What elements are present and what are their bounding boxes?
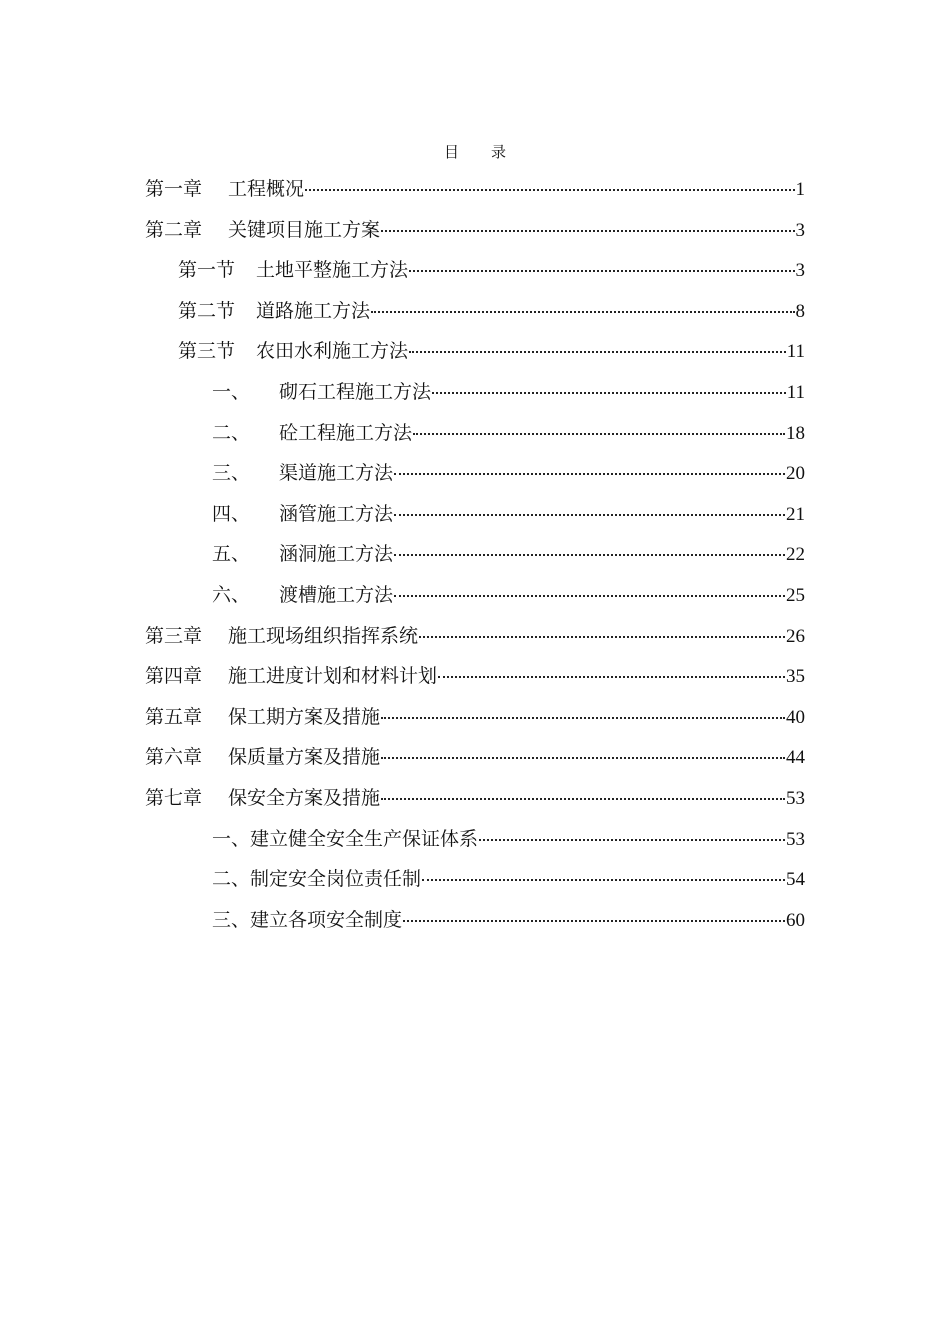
toc-entry-label: 第七章	[145, 786, 203, 809]
toc-entry-text: 制定安全岗位责任制	[250, 868, 422, 891]
toc-entry[interactable]	[145, 702, 805, 743]
toc-entry-label: 四、	[212, 502, 251, 525]
toc-entry-page-number: 35	[786, 666, 805, 688]
toc-entry-label: 第三节	[178, 340, 236, 363]
toc-dot-leader	[371, 311, 794, 313]
toc-entry-page-number: 3	[795, 219, 805, 241]
toc-entry-label: 第三章	[145, 624, 203, 647]
toc-entry-label: 第一章	[145, 178, 203, 200]
toc-entry[interactable]	[145, 824, 805, 865]
toc-entry[interactable]	[145, 255, 805, 296]
toc-entry-page-number: 8	[795, 300, 805, 322]
toc-entry[interactable]	[145, 174, 805, 215]
toc-dot-leader	[381, 757, 785, 759]
toc-entry-page-number: 20	[786, 463, 805, 485]
toc-entry[interactable]	[145, 864, 805, 905]
toc-entry-page-number: 53	[786, 787, 805, 809]
toc-entry[interactable]	[145, 621, 805, 662]
toc-entry-text: 道路施工方法	[256, 299, 371, 322]
toc-entry-page-number: 18	[786, 422, 805, 444]
toc-entry-page-number: 22	[786, 544, 805, 566]
toc-entry-text: 保质量方案及措施	[228, 746, 381, 769]
toc-entry-text: 涵洞施工方法	[279, 543, 394, 566]
toc-entry[interactable]	[145, 215, 805, 256]
toc-entry-page-number: 3	[795, 260, 805, 282]
toc-entry-text: 建立各项安全制度	[250, 908, 403, 931]
toc-entry-text: 砼工程施工方法	[279, 421, 413, 444]
toc-entry-text: 施工进度计划和材料计划	[228, 665, 438, 688]
toc-dot-leader	[479, 839, 785, 841]
toc-dot-leader	[432, 392, 786, 394]
toc-entry-text: 砌石工程施工方法	[279, 380, 432, 403]
toc-entry-text: 农田水利施工方法	[256, 340, 409, 363]
toc-dot-leader	[394, 514, 785, 516]
toc-dot-leader	[394, 473, 785, 475]
toc-dot-leader	[438, 676, 785, 678]
toc-entry-page-number: 1	[795, 179, 805, 200]
toc-entry-label: 一、	[212, 380, 251, 403]
toc-entry[interactable]	[145, 418, 805, 459]
toc-entry-label: 五、	[212, 543, 251, 566]
toc-entry-text: 施工现场组织指挥系统	[228, 624, 419, 647]
toc-dot-leader	[305, 189, 794, 191]
toc-entry-label: 二、	[212, 421, 251, 444]
toc-entry-page-number: 60	[786, 909, 805, 931]
toc-entry[interactable]	[145, 458, 805, 499]
toc-entry-page-number: 25	[786, 584, 805, 606]
toc-entry-label: 三、	[212, 462, 251, 485]
toc-entry[interactable]	[145, 783, 805, 824]
toc-entry-page-number: 21	[786, 503, 805, 525]
toc-dot-leader	[381, 717, 785, 719]
toc-entry-text: 工程概况	[228, 178, 305, 200]
toc-entry-text: 保安全方案及措施	[228, 786, 381, 809]
toc-entry-page-number: 11	[786, 381, 805, 403]
toc-dot-leader	[381, 230, 794, 232]
toc-entry-text: 渠道施工方法	[279, 462, 394, 485]
toc-title: 目录	[443, 143, 538, 161]
toc-entry[interactable]	[145, 336, 805, 377]
toc-entry[interactable]	[145, 905, 805, 946]
toc-entry-label: 第五章	[145, 705, 203, 728]
toc-entry-label: 一、	[212, 827, 251, 850]
toc-entry-label: 六、	[212, 583, 251, 606]
toc-entry-label: 第六章	[145, 746, 203, 769]
toc-dot-leader	[403, 920, 785, 922]
toc-dot-leader	[422, 879, 785, 881]
toc-dot-leader	[381, 798, 785, 800]
toc-entry-text: 渡槽施工方法	[279, 583, 394, 606]
toc-entry[interactable]	[145, 742, 805, 783]
toc-entry-page-number: 54	[786, 869, 805, 891]
toc-entry-label: 第四章	[145, 665, 203, 688]
toc-entry[interactable]	[145, 580, 805, 621]
toc-entry[interactable]	[145, 377, 805, 418]
toc-entry-text: 建立健全安全生产保证体系	[250, 827, 479, 850]
toc-entry-label: 第二节	[178, 299, 236, 322]
toc-dot-leader	[419, 636, 785, 638]
toc-entry[interactable]	[145, 499, 805, 540]
toc-dot-leader	[409, 351, 786, 353]
table-of-contents	[145, 174, 805, 945]
toc-entry[interactable]	[145, 539, 805, 580]
toc-entry-page-number: 40	[786, 706, 805, 728]
toc-entry-label: 第二章	[145, 218, 203, 241]
toc-entry-text: 土地平整施工方法	[256, 259, 409, 282]
toc-entry-label: 二、	[212, 868, 251, 891]
toc-dot-leader	[413, 433, 785, 435]
toc-entry-page-number: 26	[786, 625, 805, 647]
toc-entry-label: 三、	[212, 908, 251, 931]
toc-dot-leader	[394, 595, 785, 597]
toc-entry-page-number: 11	[786, 341, 805, 363]
toc-dot-leader	[409, 270, 794, 272]
toc-entry-text: 涵管施工方法	[279, 502, 394, 525]
toc-entry[interactable]	[145, 296, 805, 337]
toc-entry[interactable]	[145, 661, 805, 702]
toc-entry-page-number: 44	[786, 747, 805, 769]
toc-dot-leader	[394, 554, 785, 556]
toc-entry-text: 关键项目施工方案	[228, 218, 381, 241]
toc-entry-label: 第一节	[178, 259, 236, 282]
toc-entry-text: 保工期方案及措施	[228, 705, 381, 728]
toc-entry-page-number: 53	[786, 828, 805, 850]
